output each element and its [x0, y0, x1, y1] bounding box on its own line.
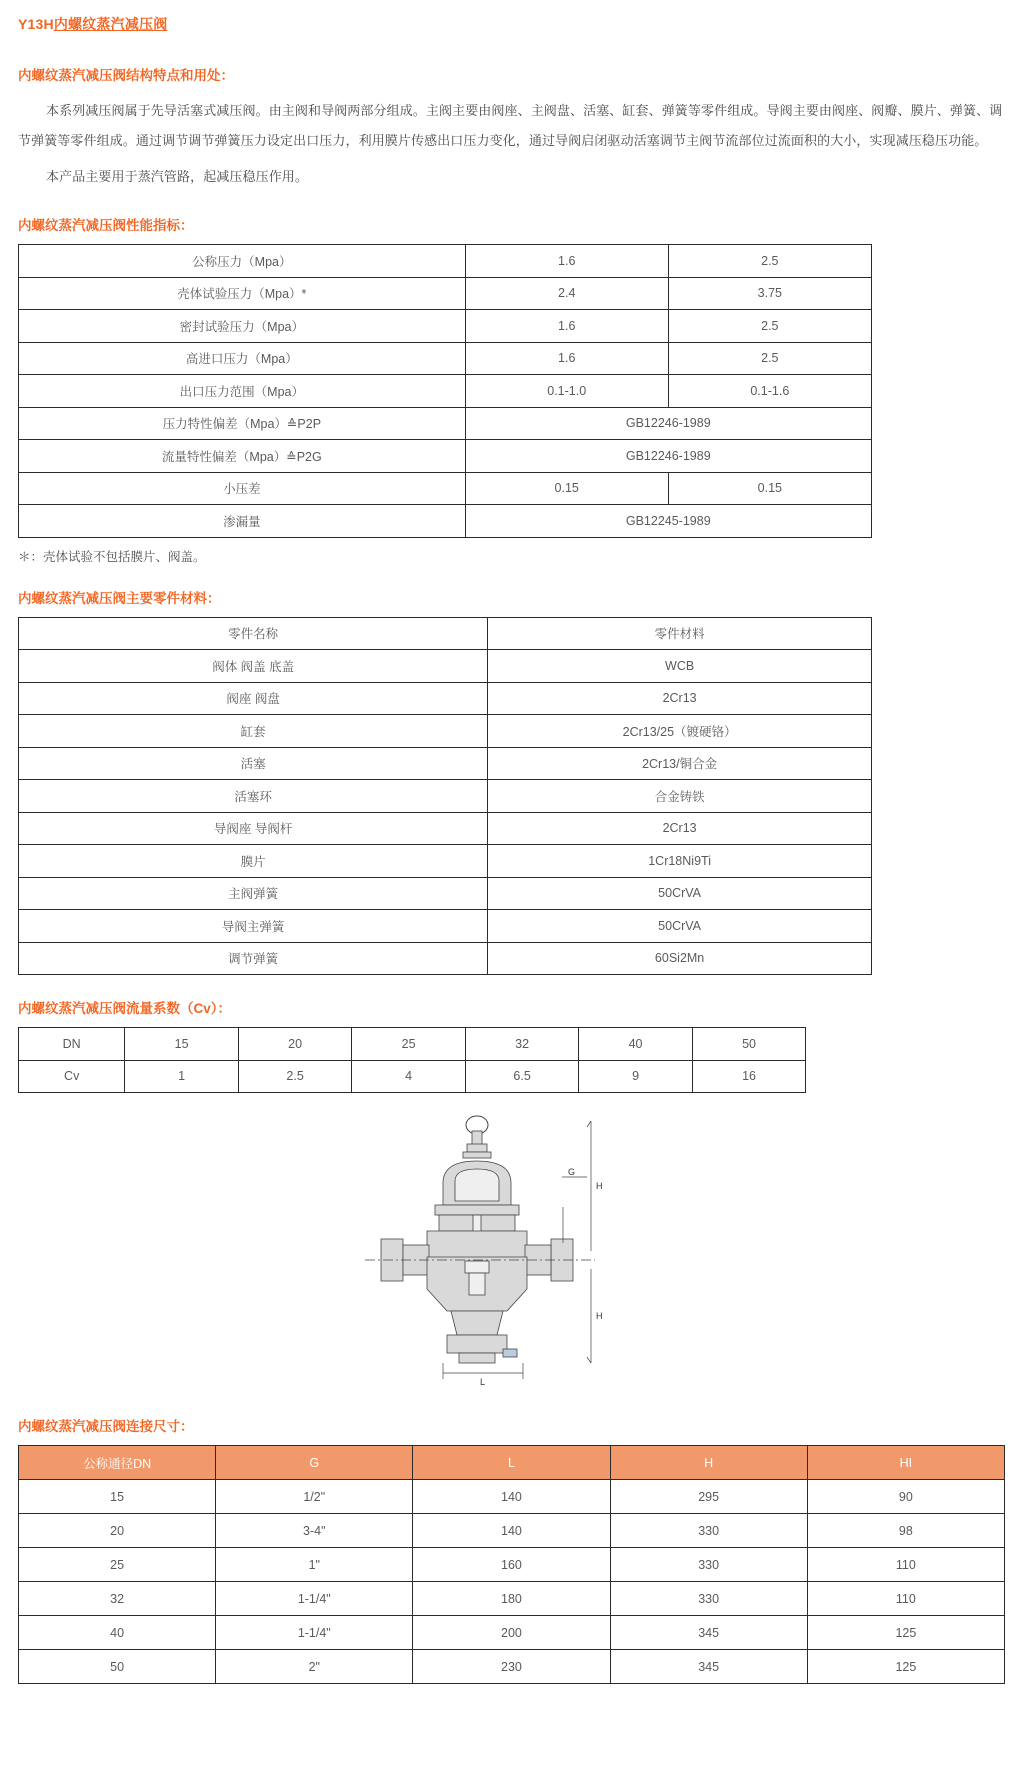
dimensions-column-header: HI — [807, 1446, 1004, 1480]
table-spacer-cell — [871, 877, 1004, 910]
valve-diagram-container — [18, 1111, 1005, 1391]
dimensions-cell: 180 — [413, 1582, 610, 1616]
material-value-cell: 2Cr13/铜合金 — [488, 747, 872, 780]
table-spacer-cell — [871, 812, 1004, 845]
performance-label-cell: 流量特性偏差（Mpa）≙P2G — [19, 440, 466, 473]
cv-table — [18, 1027, 1005, 1093]
dimensions-cell: 50 — [19, 1650, 216, 1684]
dimensions-cell: 15 — [19, 1480, 216, 1514]
material-part-name-cell: 膜片 — [19, 845, 488, 878]
dimensions-cell: 25 — [19, 1548, 216, 1582]
cv-value-cell: 1 — [125, 1060, 238, 1093]
page-title-link[interactable]: 内螺纹蒸汽减压阀 — [53, 16, 168, 32]
material-part-name-cell: 阀座 阀盘 — [19, 682, 488, 715]
table-spacer-cell — [871, 780, 1004, 813]
performance-value-cell: 0.1-1.6 — [668, 375, 871, 408]
material-part-name-cell: 阀体 阀盖 底盖 — [19, 650, 488, 683]
material-value-cell: 2Cr13 — [488, 812, 872, 845]
materials-table-body — [19, 617, 1005, 975]
table-spacer-cell — [871, 407, 1004, 440]
material-part-name-cell: 缸套 — [19, 715, 488, 748]
table-spacer-cell — [871, 715, 1004, 748]
section-heading-structure: 内螺纹蒸汽减压阀结构特点和用处： — [18, 68, 234, 83]
dimensions-cell: 200 — [413, 1616, 610, 1650]
material-part-name-cell: 活塞环 — [19, 780, 488, 813]
table-row — [19, 780, 1005, 813]
section-heading-performance: 内螺纹蒸汽减压阀性能指标： — [18, 218, 194, 233]
dimensions-cell: 2" — [216, 1650, 413, 1684]
dimensions-cell: 160 — [413, 1548, 610, 1582]
table-spacer-cell — [871, 440, 1004, 473]
table-row — [19, 407, 1005, 440]
table-row — [19, 245, 1005, 278]
performance-value-cell: 0.15 — [465, 472, 668, 505]
dimensions-cell: 40 — [19, 1616, 216, 1650]
table-spacer-cell — [871, 617, 1004, 650]
table-spacer-cell — [871, 277, 1004, 310]
dimensions-table-body — [19, 1480, 1005, 1684]
table-spacer-cell — [871, 682, 1004, 715]
cv-value-cell: 16 — [692, 1060, 805, 1093]
table-row — [19, 440, 1005, 473]
materials-header-cell: 零件材料 — [488, 617, 872, 650]
cv-value-cell: 9 — [579, 1060, 692, 1093]
cv-dn-cell: 20 — [238, 1028, 351, 1061]
performance-table — [18, 244, 1005, 538]
diagram-label-l: L — [479, 1377, 485, 1387]
dimensions-cell: 1-1/4" — [216, 1616, 413, 1650]
table-row — [19, 342, 1005, 375]
performance-value-cell: 1.6 — [465, 245, 668, 278]
table-spacer-cell — [871, 245, 1004, 278]
cv-dn-cell: 15 — [125, 1028, 238, 1061]
performance-value-cell: 2.5 — [668, 310, 871, 343]
table-row — [19, 1650, 1005, 1684]
dimensions-cell: 125 — [807, 1650, 1004, 1684]
table-row — [19, 472, 1005, 505]
cv-value-cell: 4 — [352, 1060, 465, 1093]
cv-dn-cell: 25 — [352, 1028, 465, 1061]
table-spacer-cell — [871, 342, 1004, 375]
section-heading-materials: 内螺纹蒸汽减压阀主要零件材料： — [18, 590, 221, 606]
table-row — [19, 1582, 1005, 1616]
table-row — [19, 277, 1005, 310]
dimensions-cell: 110 — [807, 1582, 1004, 1616]
table-row — [19, 845, 1005, 878]
table-row — [19, 942, 1005, 975]
table-spacer-cell — [806, 1028, 1005, 1061]
cv-value-cell: 6.5 — [465, 1060, 578, 1093]
performance-value-cell: 0.1-1.0 — [465, 375, 668, 408]
material-value-cell: 1Cr18Ni9Ti — [488, 845, 872, 878]
page-title-prefix: Y13H — [18, 16, 54, 32]
dimensions-column-header: 公称通径DN — [19, 1446, 216, 1480]
table-row — [19, 375, 1005, 408]
dimensions-cell: 295 — [610, 1480, 807, 1514]
diagram-label-h: H — [595, 1181, 602, 1191]
performance-table-body — [19, 245, 1005, 538]
performance-label-cell: 壳体试验压力（Mpa）* — [19, 277, 466, 310]
material-part-name-cell: 主阀弹簧 — [19, 877, 488, 910]
dimensions-cell: 3-4" — [216, 1514, 413, 1548]
table-spacer-cell — [871, 942, 1004, 975]
page-title — [18, 14, 1005, 34]
dimensions-cell: 125 — [807, 1616, 1004, 1650]
materials-header-row — [19, 617, 1005, 650]
intro-paragraph-2: 本产品主要用于蒸汽管路，起减压稳压作用。 — [46, 169, 309, 184]
performance-footnote: ＊：壳体试验不包括膜片、阀盖。 — [18, 549, 206, 564]
material-value-cell: 50CrVA — [488, 910, 872, 943]
cv-dn-cell: 50 — [692, 1028, 805, 1061]
performance-value-cell: 2.5 — [668, 245, 871, 278]
diagram-label-g: G — [567, 1167, 575, 1177]
table-spacer-cell — [871, 505, 1004, 538]
material-value-cell: 合金铸铁 — [488, 780, 872, 813]
dimensions-table-head — [19, 1446, 1005, 1480]
table-row — [19, 1616, 1005, 1650]
performance-label-cell: 压力特性偏差（Mpa）≙P2P — [19, 407, 466, 440]
dimensions-column-header: G — [216, 1446, 413, 1480]
dimensions-cell: 230 — [413, 1650, 610, 1684]
performance-value-cell: 2.4 — [465, 277, 668, 310]
dimensions-cell: 330 — [610, 1548, 807, 1582]
table-row — [19, 1480, 1005, 1514]
material-value-cell: 60Si2Mn — [488, 942, 872, 975]
material-part-name-cell: 调节弹簧 — [19, 942, 488, 975]
performance-value-cell: 3.75 — [668, 277, 871, 310]
performance-value-cell: 1.6 — [465, 310, 668, 343]
dimensions-cell: 98 — [807, 1514, 1004, 1548]
table-row — [19, 1548, 1005, 1582]
material-value-cell: 2Cr13 — [488, 682, 872, 715]
dimensions-cell: 1-1/4" — [216, 1582, 413, 1616]
cv-table-body — [19, 1028, 1005, 1093]
dimensions-header-row — [19, 1446, 1005, 1480]
table-spacer-cell — [871, 845, 1004, 878]
intro-paragraph-1: 本系列减压阀属于先导活塞式减压阀。由主阀和导阀两部分组成。主阀主要由阀座、主阀盘、活塞、缸套、弹簧等零件组成。导阀主要由阀座、阀瓣、膜片、弹簧、调节弹簧等零件组成。通过调节调节弹簧压力设定出口压力，利用膜片传感出口压力变化，通过导阀启闭驱动活塞调节主阀节流部位过流面积的大小，实现减压稳压功能。 — [18, 103, 1003, 148]
dimensions-cell: 32 — [19, 1582, 216, 1616]
performance-label-cell: 渗漏量 — [19, 505, 466, 538]
material-value-cell: WCB — [488, 650, 872, 683]
materials-table — [18, 617, 1005, 976]
table-row — [19, 682, 1005, 715]
performance-value-cell: 2.5 — [668, 342, 871, 375]
table-spacer-cell — [871, 310, 1004, 343]
dimensions-table — [18, 1445, 1005, 1684]
performance-value-cell-merged: GB12246-1989 — [465, 407, 871, 440]
table-row — [19, 747, 1005, 780]
table-row — [19, 1514, 1005, 1548]
dimensions-cell: 20 — [19, 1514, 216, 1548]
dimensions-cell: 110 — [807, 1548, 1004, 1582]
material-value-cell: 2Cr13/25（镀硬铬） — [488, 715, 872, 748]
cv-dn-cell: 32 — [465, 1028, 578, 1061]
dimensions-column-header: L — [413, 1446, 610, 1480]
table-row — [19, 877, 1005, 910]
dimensions-cell: 345 — [610, 1616, 807, 1650]
dimensions-cell: 345 — [610, 1650, 807, 1684]
table-spacer-cell — [871, 650, 1004, 683]
valve-cross-section-diagram — [347, 1111, 677, 1391]
performance-value-cell: 1.6 — [465, 342, 668, 375]
table-spacer-cell — [806, 1060, 1005, 1093]
table-row — [19, 910, 1005, 943]
material-value-cell: 50CrVA — [488, 877, 872, 910]
cv-value-cell: 2.5 — [238, 1060, 351, 1093]
table-spacer-cell — [871, 747, 1004, 780]
dimensions-cell: 330 — [610, 1582, 807, 1616]
cv-dn-cell: 40 — [579, 1028, 692, 1061]
diagram-label-h1: H — [595, 1311, 602, 1321]
dimensions-cell: 1" — [216, 1548, 413, 1582]
dimensions-cell: 1/2" — [216, 1480, 413, 1514]
performance-value-cell-merged: GB12245-1989 — [465, 505, 871, 538]
table-row — [19, 505, 1005, 538]
table-row — [19, 1060, 1005, 1093]
material-part-name-cell: 导阀座 导阀杆 — [19, 812, 488, 845]
performance-label-cell: 密封试验压力（Mpa） — [19, 310, 466, 343]
cv-row-label-cell: Cv — [19, 1060, 125, 1093]
material-part-name-cell: 活塞 — [19, 747, 488, 780]
section-heading-cv: 内螺纹蒸汽减压阀流量系数（Cv）： — [18, 1001, 232, 1016]
material-part-name-cell: 导阀主弹簧 — [19, 910, 488, 943]
dimensions-cell: 140 — [413, 1480, 610, 1514]
section-heading-dimensions: 内螺纹蒸汽减压阀连接尺寸： — [18, 1419, 194, 1434]
performance-value-cell-merged: GB12246-1989 — [465, 440, 871, 473]
materials-header-cell: 零件名称 — [19, 617, 488, 650]
performance-label-cell: 公称压力（Mpa） — [19, 245, 466, 278]
performance-label-cell: 出口压力范围（Mpa） — [19, 375, 466, 408]
cv-row-label-cell: DN — [19, 1028, 125, 1061]
table-row — [19, 812, 1005, 845]
table-spacer-cell — [871, 375, 1004, 408]
table-row — [19, 650, 1005, 683]
performance-value-cell: 0.15 — [668, 472, 871, 505]
table-row — [19, 715, 1005, 748]
table-spacer-cell — [871, 472, 1004, 505]
table-spacer-cell — [871, 910, 1004, 943]
performance-label-cell: 高进口压力（Mpa） — [19, 342, 466, 375]
performance-label-cell: 小压差 — [19, 472, 466, 505]
dimensions-column-header: H — [610, 1446, 807, 1480]
table-row — [19, 310, 1005, 343]
table-row — [19, 1028, 1005, 1061]
dimensions-cell: 90 — [807, 1480, 1004, 1514]
dimensions-cell: 330 — [610, 1514, 807, 1548]
dimensions-cell: 140 — [413, 1514, 610, 1548]
